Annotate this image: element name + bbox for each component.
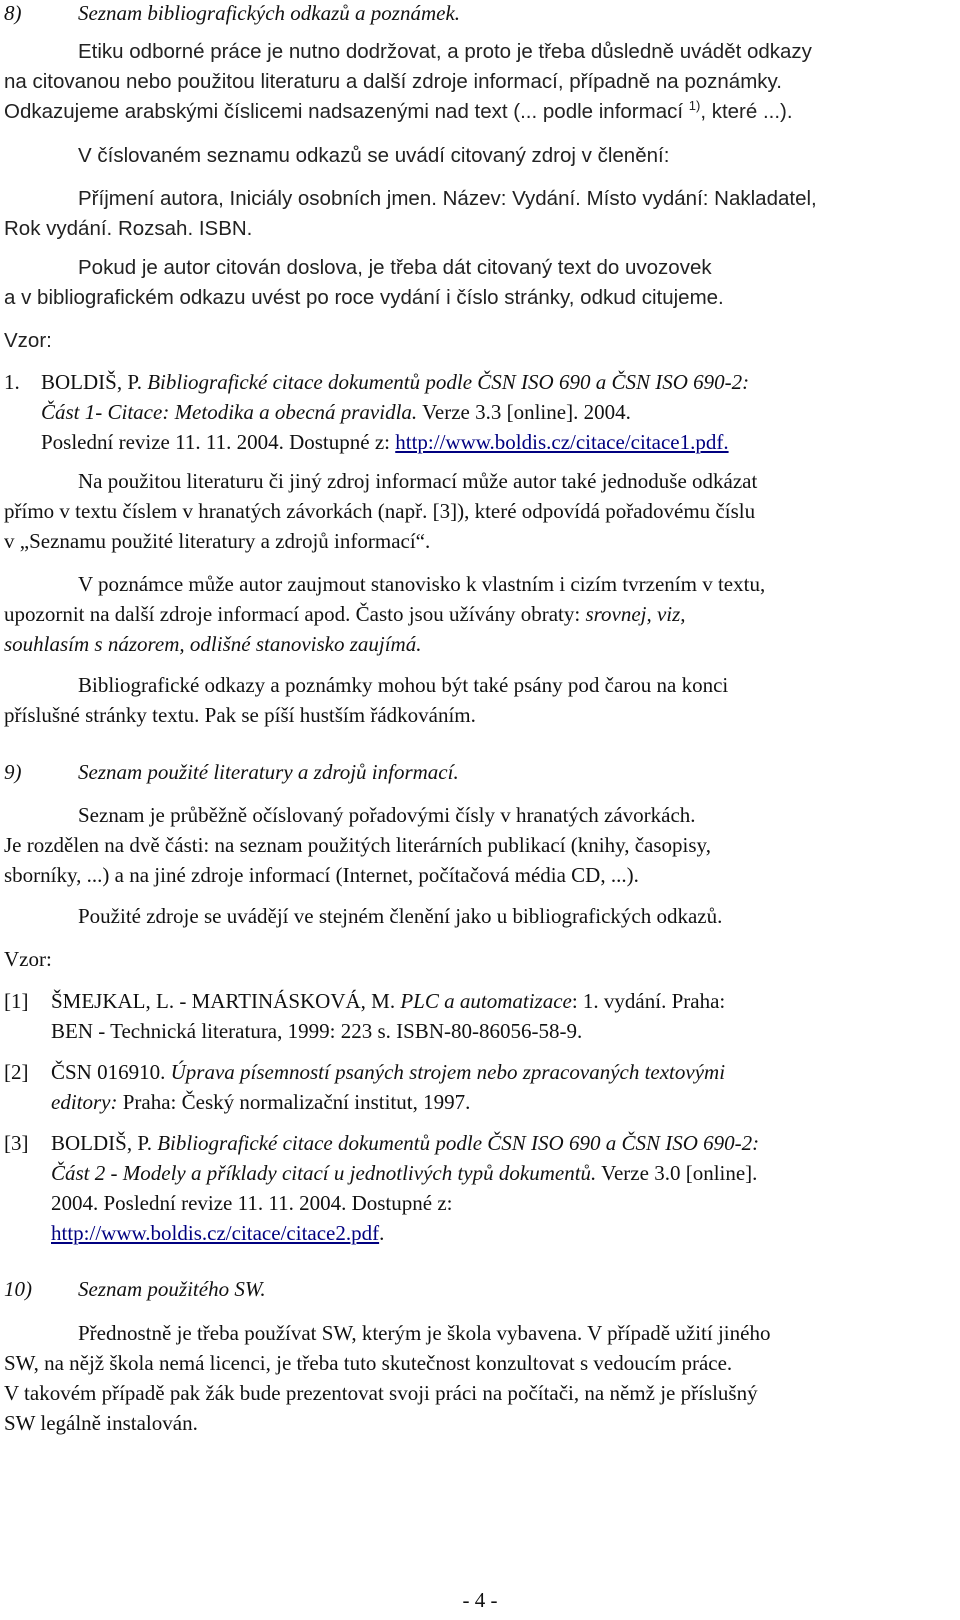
text-line [4, 97, 954, 127]
reference-title: Část 2 - Modely a příklady citací u jednotlivých typů dokumentů. [51, 1161, 597, 1185]
text-line: V takovém případě pak žák bude prezentovat svoji práci na počítači, na němž je příslušný [4, 1381, 758, 1405]
text-line: BEN - Technická literatura, 1999: 223 s. ISBN-80-86056-58-9. [51, 1019, 583, 1043]
footnote-marker: 1) [688, 98, 701, 114]
text-line: SW, na nějž škola nemá licenci, je třeba tuto skutečnost konzultovat s vedoucím práce. [4, 1351, 733, 1375]
text-span: Praha: Český normalizační institut, 1997. [117, 1090, 471, 1114]
paragraph-note [4, 569, 954, 659]
section-title: Seznam použitého SW. [78, 1277, 266, 1301]
reference-item-1 [4, 986, 954, 1046]
paragraph-software [4, 1318, 954, 1438]
reference-title: PLC a automatizace [400, 989, 572, 1013]
text-line: příslušné stránky textu. Pak se píší hustším řádkováním. [4, 703, 476, 727]
paragraph-inline-reference [4, 466, 954, 556]
text-line: Rok vydání. Rozsah. ISBN. [4, 217, 253, 240]
text-line [4, 629, 954, 659]
text-span: Poslední revize 11. 11. 2004. Dostupné z: [41, 430, 396, 454]
text-span: Verze 3.3 [online]. 2004. [422, 400, 631, 424]
example-label: Vzor: [4, 329, 52, 352]
section-10-heading [4, 1274, 954, 1304]
text-line [51, 1128, 759, 1158]
text-span: . [379, 1221, 385, 1245]
paragraph-list-description [4, 800, 954, 890]
reference-title: editory: [51, 1090, 118, 1114]
text-line: 2004. Poslední revize 11. 11. 2004. Dostupné z: [51, 1191, 453, 1215]
text-span: ČSN 016910. [51, 1060, 171, 1084]
text-line [51, 1057, 725, 1087]
paragraph-citation-format [4, 184, 954, 244]
citation-title: Bibliografické citace dokumentů podle ČSN ISO 690 a ČSN ISO 690-2: [147, 370, 750, 394]
text-line [41, 427, 749, 457]
example-citation [4, 367, 954, 457]
text-line: Na použitou literaturu či jiný zdroj informací může autor také jednoduše odkázat [78, 469, 758, 493]
reference-number: [2] [4, 1060, 29, 1084]
page-number: - 4 - [462, 1588, 498, 1612]
section-8-heading [4, 0, 954, 28]
text-line: Bibliografické odkazy a poznámky mohou být také psány pod čarou na konci [78, 673, 729, 697]
text-line: Příjmení autora, Iniciály osobních jmen. Název: Vydání. Místo vydání: Nakladatel, [78, 187, 817, 210]
text-span: upozornit na další zdroje informací apod. Často jsou užívány obraty: [4, 602, 586, 626]
text-span: Verze 3.0 [online]. [596, 1161, 758, 1185]
text-line [4, 599, 954, 629]
text-span: BOLDIŠ, P. [51, 1131, 158, 1155]
reference-title: Bibliografické citace dokumentů podle ČSN ISO 690 a ČSN ISO 690-2: [157, 1131, 760, 1155]
text-line: na citovanou nebo použitou literaturu a další zdroje informací, případně na poznámky. [4, 70, 782, 93]
section-number: 10) [4, 1277, 32, 1301]
text-line: sborníky, ...) a na jiné zdroje informací (Internet, počítačová média CD, ...). [4, 863, 639, 887]
section-title: Seznam bibliografických odkazů a poznámek. [78, 1, 461, 25]
section-9-heading [4, 757, 954, 787]
text-span: , které ...). [700, 100, 793, 123]
text-line [51, 1218, 759, 1248]
text-line: a v bibliografickém odkazu uvést po roce vydání i číslo stránky, odkud citujeme. [4, 286, 724, 309]
paragraph-citation-format-intro: V číslovaném seznamu odkazů se uvádí citovaný zdroj v členění: [78, 144, 670, 167]
reference-item-3 [4, 1128, 954, 1248]
paragraph-ethics [4, 37, 954, 127]
paragraph-sources-format: Použité zdroje se uvádějí ve stejném členění jako u bibliografických odkazů. [78, 904, 723, 928]
section-number: 9) [4, 760, 22, 784]
text-line: Je rozdělen na dvě části: na seznam použitých literárních publikací (knihy, časopisy, [4, 833, 711, 857]
text-line: SW legálně instalován. [4, 1411, 198, 1435]
paragraph-footnotes [4, 670, 954, 730]
text-line: Pokud je autor citován doslova, je třeba dát citovaný text do uvozovek [78, 256, 712, 279]
paragraph-quotation [4, 253, 954, 313]
text-line: Seznam je průběžně očíslovaný pořadovými čísly v hranatých závorkách. [78, 803, 696, 827]
text-span: srovnej, viz, [585, 602, 686, 626]
text-line: V poznámce může autor zaujmout stanovisko k vlastním i cizím tvrzením v textu, [78, 572, 766, 596]
reference-item-2 [4, 1057, 954, 1117]
text-line: přímo v textu číslem v hranatých závorkách (např. [3]), které odpovídá pořadovému číslu [4, 499, 756, 523]
reference-number: [3] [4, 1131, 29, 1155]
citation-author: BOLDIŠ, P. [41, 370, 142, 394]
text-span: : 1. vydání. Praha: [571, 989, 726, 1013]
text-line: v „Seznamu použité literatury a zdrojů informací“. [4, 529, 431, 553]
section-number: 8) [4, 1, 22, 25]
example-label: Vzor: [4, 947, 52, 971]
text-span: Odkazujeme arabskými číslicemi nadsazenými nad text (... podle informací [4, 100, 689, 123]
text-line [41, 397, 749, 427]
reference-number: [1] [4, 989, 29, 1013]
text-line [41, 367, 749, 397]
section-title: Seznam použité literatury a zdrojů informací. [78, 760, 459, 784]
citation-number: 1. [4, 370, 20, 394]
reference-link[interactable]: http://www.boldis.cz/citace/citace2.pdf [51, 1221, 380, 1245]
text-line [51, 1087, 725, 1117]
citation-link[interactable]: http://www.boldis.cz/citace/citace1.pdf. [395, 430, 729, 454]
text-span: souhlasím s názorem, odlišné stanovisko zaujímá. [4, 632, 422, 656]
text-line [51, 986, 725, 1016]
text-line [51, 1158, 759, 1188]
reference-title: Úprava písemností psaných strojem nebo zpracovaných textovými [170, 1060, 726, 1084]
citation-title: Část 1- Citace: Metodika a obecná pravidla. [41, 400, 418, 424]
text-line: Etiku odborné práce je nutno dodržovat, a proto je třeba důsledně uvádět odkazy [78, 40, 812, 63]
text-span: ŠMEJKAL, L. - MARTINÁSKOVÁ, M. [51, 989, 401, 1013]
text-line: Přednostně je třeba používat SW, kterým je škola vybavena. V případě užití jiného [78, 1321, 771, 1345]
